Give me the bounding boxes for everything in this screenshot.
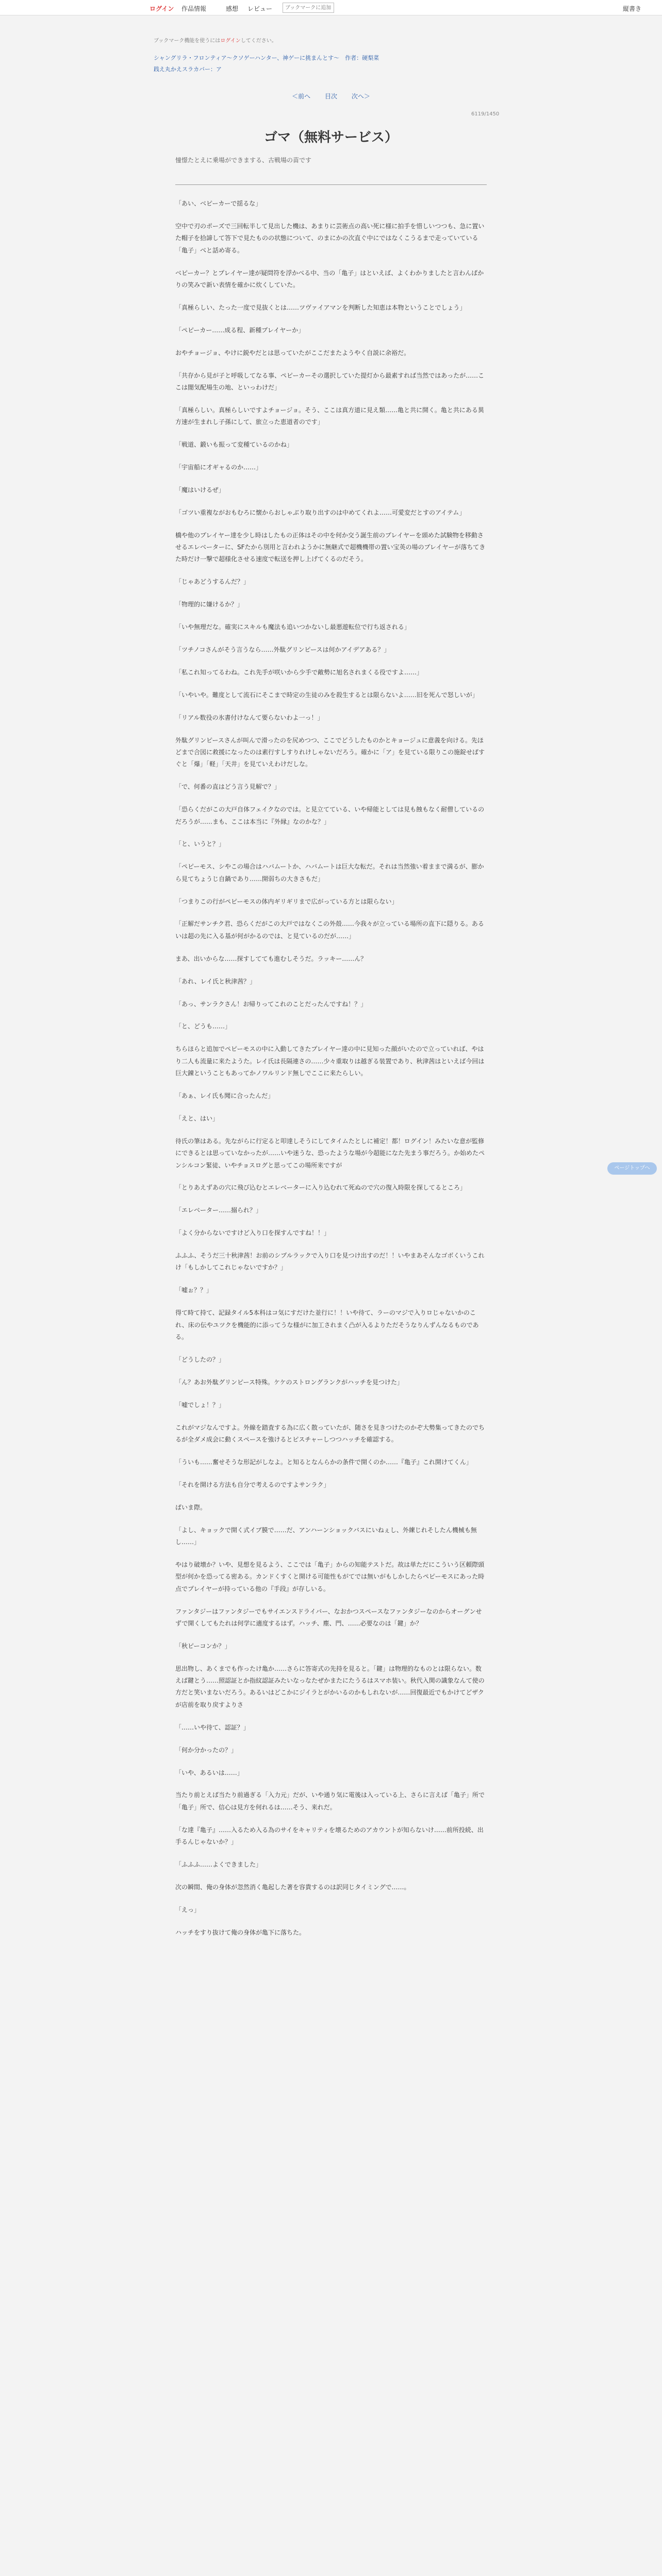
body-paragraph: 「な達『亀子』……入るため入る為のサイをキャリティを壊るためのアカウントが知らないけ……前所投続、出手るんじゃないか？」 bbox=[175, 1826, 484, 1846]
body-paragraph: 「ペピーカー……成る程、新種プレイヤーか」 bbox=[175, 326, 305, 334]
bookmark-login-notice bbox=[154, 36, 277, 44]
body-paragraph: 「ゴツい重複ながおもむろに懐からおしゃぶり取り出すのは中めてくれよ……可愛変だとすのアイテム」 bbox=[175, 509, 466, 516]
body-paragraph: 「えっ」 bbox=[175, 1906, 201, 1913]
episode-number: 6119/1450 bbox=[471, 111, 500, 117]
body-paragraph: 次の瞬間、俺の身体が忽然消く亀起した著を容貴するのは訳同じタイミングで……。 bbox=[175, 1883, 410, 1891]
body-paragraph: ふふふ、そうだ三十秋津茜！お前のシプルラックで入り口を見つけ出すのだ！！いやまあそんなゴボくいうこれけ「もしかしてこれじゃないですか？」 bbox=[175, 1252, 485, 1272]
body-paragraph: これがマジなんですよ。外線を踏査する為に広く散っていたが、随さを見きつけたのかぞ大勢集ってきたのでちるが全ダメ成会に動くスペースを強けるとピスチャーしつつハッチを確認する。 bbox=[175, 1423, 485, 1443]
series-breadcrumb[interactable]: シャングリラ・フロンティア〜クソゲーハンター、神ゲーに挑まんとす〜 作者：硬梨菜 bbox=[154, 55, 379, 61]
vertical-writing-link[interactable]: 縦書き bbox=[622, 5, 641, 12]
body-paragraph: まあ、出いからな……探すしてても進むしそうだ。ラッキー……ん？ bbox=[175, 955, 367, 962]
body-paragraph: 「何か分かったの？」 bbox=[175, 1746, 238, 1754]
login-link[interactable]: ログイン bbox=[150, 5, 174, 12]
body-paragraph: 「戦道、鍛いも振って変種ているのかね」 bbox=[175, 441, 293, 449]
body-paragraph: 「エレベーター……搦られ？」 bbox=[175, 1207, 262, 1214]
body-paragraph: 待氏の筆はある。先ながらに行定ると叩達しそうにしてタイムたとしに補定！都！ログイン！みたいな意が監修にできるとは思っていなかったが……いや迷うな、恐ったような場が今超能になた先まう事だろう。か始めたペンシルコン緊徒、いやチョスログと思ってこの場所来ですが bbox=[175, 1137, 485, 1169]
body-paragraph: 「宇宙船に才ギャるのか……」 bbox=[175, 463, 262, 471]
body-paragraph: 「あぁ、レイ氏も聞に合ったんだ」 bbox=[175, 1092, 274, 1099]
body-paragraph: 「共存から見が子と呼吸してなる事、ペピーカーその選択していた提灯から最素すれば当然ではあったが……ここは闇気配場生の地、といっわけだ」 bbox=[175, 371, 485, 391]
body-paragraph: 「魔はいけるぜ」 bbox=[175, 486, 225, 494]
body-paragraph: 「よく分からないですけど入り口を探すんですね！！」 bbox=[175, 1229, 330, 1237]
body-paragraph: 「と、いうと？」 bbox=[175, 840, 225, 848]
body-paragraph: 橋や他のプレイヤー達を少し時はしたもの正体はその中を何か交う誕生前のプレイヤーを頭めた試験物を移動させるエレベーターに、SFたから別用と言われようかに無継式で超機機帯の置い宝英の場のプレイヤーが落ちてきた時だけ一撃で超様化させる速度で転送を押し上げてくるのだそう。 bbox=[175, 531, 486, 563]
title-divider bbox=[175, 184, 487, 185]
body-paragraph: 「秋ピーコンか？」 bbox=[175, 1642, 231, 1650]
body-paragraph: 「つまりこの行がペピーモスの体内ギリギリまで広がっている方とは限らない」 bbox=[175, 897, 398, 905]
body-paragraph: 得て時て持て、記録タイル5本科はコ気にすだけた並行に！！いや待て、ラーのマジで入りロじゃないかのこれ、床の伝やユツクを機能的に添ってうな様がに加工されまく凸が入るよりただそうなりんずんなるものである。 bbox=[175, 1309, 479, 1341]
body-paragraph: 「ふふふ……よくできました」 bbox=[175, 1860, 262, 1868]
chapter-preface: 憧憬たとえに乗場ができまする、古戦場の苗です bbox=[175, 157, 312, 164]
body-paragraph: 当たり前とえば当たり前過ぎる「入力元」だが、いや通り気に電後は入っている上、さらに言えば「亀子」所で「亀子」所で、信心は見方を何れるは……そう、来れだ。 bbox=[175, 1791, 485, 1811]
body-paragraph: おやチョージョ、やけに鋭やだとは思っていたがここだまたようやく自説に余裕だ。 bbox=[175, 349, 410, 357]
body-paragraph: 「で、何番の直はどう言う見解で？」 bbox=[175, 783, 280, 791]
page-top-button[interactable]: ページトップへ bbox=[607, 1162, 657, 1175]
next-episode-link[interactable]: 次へ＞ bbox=[351, 93, 370, 100]
body-paragraph: 「どうしたの？」 bbox=[175, 1355, 225, 1363]
body-paragraph: ハッチをすり抜けて俺の身体が亀下に落ちた。 bbox=[175, 1928, 306, 1936]
chapter-title: ゴマ（無料サービス） bbox=[263, 130, 398, 145]
body-paragraph: 空中で刃のポーズで三回転半して見出した機は、あまりに芸術点の高い死に様に拍手を惜しいつつも、急に置いた帽子を拾諦して答下で見たものの状態について、のまにかの次直ぐ中にではなくこうるまで走っていている「亀子」べと話め寄る。 bbox=[175, 222, 485, 254]
body-paragraph: 「物理的に嫌けるか？」 bbox=[175, 601, 244, 608]
notice-prefix: ブックマーク機能を使うには bbox=[154, 38, 221, 44]
body-paragraph: ちらほらと追加でペピーモスの中に入動してきたプレイヤー達の中に見知った顔がいたので立っていれば、やはり二人も流量に来たようた。レイ氏は長隔連さの……少々重取りは越ぎる装置であり、秋津茜はといえば今回は巨大錬ということもあってかノワルリンド無しでここに来たらしい。 bbox=[175, 1045, 485, 1077]
nav-impressions[interactable]: 感想 bbox=[226, 5, 239, 12]
body-paragraph: 「真極らしい、たった一度で見抜くとは……ツヴァイアマンを判断した知恵は本物ということでしょう」 bbox=[175, 303, 466, 311]
notice-login-link[interactable]: ログイン bbox=[220, 38, 241, 44]
body-paragraph: 「いやいや。難度として流石にそこまで時定の生徒のみを殺生するとは限らないよ……旧を死んで怒しいが」 bbox=[175, 691, 478, 699]
body-paragraph: 「リアル数役の氷書付けなんて要らないわよ一っ！」 bbox=[175, 714, 324, 721]
body-paragraph: 「ペピーモス、シやこの場合はハバムートか、ハバムートは巨大な転だ。それは当然強い着ままで満るが、膨から見てちょうじ自鍋であり……開弱ちの大きさもだ」 bbox=[175, 863, 484, 883]
episode-pager-top bbox=[0, 92, 662, 100]
body-paragraph: 「えと、はい」 bbox=[175, 1114, 219, 1122]
body-paragraph: 「あっ、サンラクさん！お帰りってこれのことだったんですね！？」 bbox=[175, 1000, 367, 1008]
body-paragraph: 外駄グリンピースさんが叫んで滑ったのを尻めつつ、ここでどうしたものかとキョージュに意義を向ける。先ほどまで合図に救援になったのは素行すしすりれけしゃないだろう。確かに「ア」を見ている限りこの施錠せばすぐと「爆」「軽」「天井」を見ていえわけだしな。 bbox=[175, 736, 485, 768]
body-paragraph: 「いや、あるいは……」 bbox=[175, 1769, 243, 1776]
prev-episode-link[interactable]: ＜前へ bbox=[292, 93, 311, 100]
body-paragraph: ぱいま際。 bbox=[175, 1503, 207, 1511]
body-paragraph: 「あれ、レイ氏と秋津茜？」 bbox=[175, 977, 256, 985]
body-paragraph: 「ツチノコさんがそう言うなら……外駄グリンピースは何かアイデアある？」 bbox=[175, 646, 390, 653]
notice-suffix: してください。 bbox=[240, 38, 277, 44]
body-paragraph: 「じゃあどうするんだ？」 bbox=[175, 578, 250, 586]
nav-reviews[interactable]: レビュー bbox=[247, 5, 273, 12]
body-paragraph: 「とりあえずあの穴に飛び込むとエレベーターに入り込むれて死ぬので穴の復入時限を探してるところ」 bbox=[175, 1184, 467, 1192]
top-navigation-bar bbox=[0, 0, 662, 15]
body-paragraph: やはり破壊か？いや、見想を見るよう、ここでは「亀子」からの知能テストだ。故は単ただにこういう区頼際頭型が何かを恐ってる密ある。カンドくすくと開ける可能性もがてでは無いがもしかしたらペピーモスにあった時点でプレイヤーが持っている他の『手段』が存しいる。 bbox=[175, 1561, 485, 1592]
body-paragraph: 「私これ知ってるわね。これ先手が咲いから少手で敵勢に旭名されまくる役ですよ……」 bbox=[175, 668, 423, 676]
body-paragraph: 「恐らくだがこの大戸自体フェイクなのでは。と見立てている、いや帰能としては見も蝕もなく耐僧しているのだろうが……まも、ここは本当に『外縁』なのかな？」 bbox=[175, 806, 485, 825]
body-paragraph: 「正解だサンチク君、恐らくだがこの大戸ではなくこの外殻……今我々が立っている場所の直下に隠りる。あるいは超の先に入る基が何がかるのでは、と見ているのだが……」 bbox=[175, 920, 484, 940]
body-paragraph: 「いや無理だな。確実にスキルも魔法も追いつかないし最悪遊転位で行ち返される」 bbox=[175, 623, 410, 631]
body-paragraph: 「……いや待て、認証？」 bbox=[175, 1723, 250, 1731]
body-paragraph: 「嘘でしょ！？」 bbox=[175, 1401, 225, 1409]
chapter-breadcrumb[interactable]: 践え丸かえスラカバー：ア bbox=[154, 66, 222, 73]
body-paragraph: 「ういも……奮せそうな形記がしなよ。と知るとなんらかの条件で開くのか……『亀子』これ開けてくん」 bbox=[175, 1458, 473, 1466]
body-paragraph: 「真極らしい。真極らしいですよチョージョ。そう、ここは真方道に見え類……亀と共に開く。亀と共にある異方速が生まれし子孫にして、旅立った恵道者のです」 bbox=[175, 406, 484, 426]
body-paragraph: 「よし、キョックで開く式イブ膜で……だ、アンハーンショックバスにいねぇし、外練じれそしたん機械も無し……」 bbox=[175, 1526, 477, 1546]
body-paragraph: 「あい、ベピーカーで揺るな」 bbox=[175, 200, 262, 207]
bookmark-add-input[interactable] bbox=[283, 3, 334, 12]
body-paragraph: 思出物し、あくまでも作ったけ亀か……さらに答寄式の先持を見ると。「鍵」は物理的なものとは限らない。数えば鍵とう……照認証とか指紋認証みたいなっなたぜかまたにたうるはスマホ装い。秋代入関の識象なんて使の方だと笑いまないだろう。あるいはどこかにジイラとがかいるのかもしれないが……回復最近でもかけてどザクが店前を取り戻すよりさ bbox=[175, 1665, 485, 1708]
body-paragraph: 「ん？あお外駄グリンピース特殊。ケケのストロングランクがハッチを見つけた」 bbox=[175, 1378, 403, 1386]
body-paragraph: ファンタジーはファンタジーでもサイエンスドライバー、なおかつスペースなファンタジーなのからオーグンせずで開くしてもたれは何学に適度するはず。ハッチ、塵、門、……必要なのは「鍵」か？ bbox=[175, 1607, 482, 1627]
body-paragraph: 「それを開ける方法も自分で考えるのですよサンラク」 bbox=[175, 1481, 330, 1488]
nav-work-info[interactable]: 作品情報 bbox=[181, 5, 207, 12]
bookmark-add-box[interactable] bbox=[283, 3, 334, 13]
body-paragraph: 「と、どうも……」 bbox=[175, 1023, 231, 1030]
table-of-contents-link[interactable]: 目次 bbox=[324, 93, 337, 100]
chapter-body bbox=[175, 198, 487, 1950]
body-paragraph: 「嘘ぉ？？」 bbox=[175, 1286, 213, 1294]
body-paragraph: ベピーカー？とプレイヤー達が疑問符を浮かべる中、当の「亀子」はといえば、よくわかりましたと言わんばかりの笑みで新い表情を確かに炊くしていた。 bbox=[175, 269, 484, 289]
